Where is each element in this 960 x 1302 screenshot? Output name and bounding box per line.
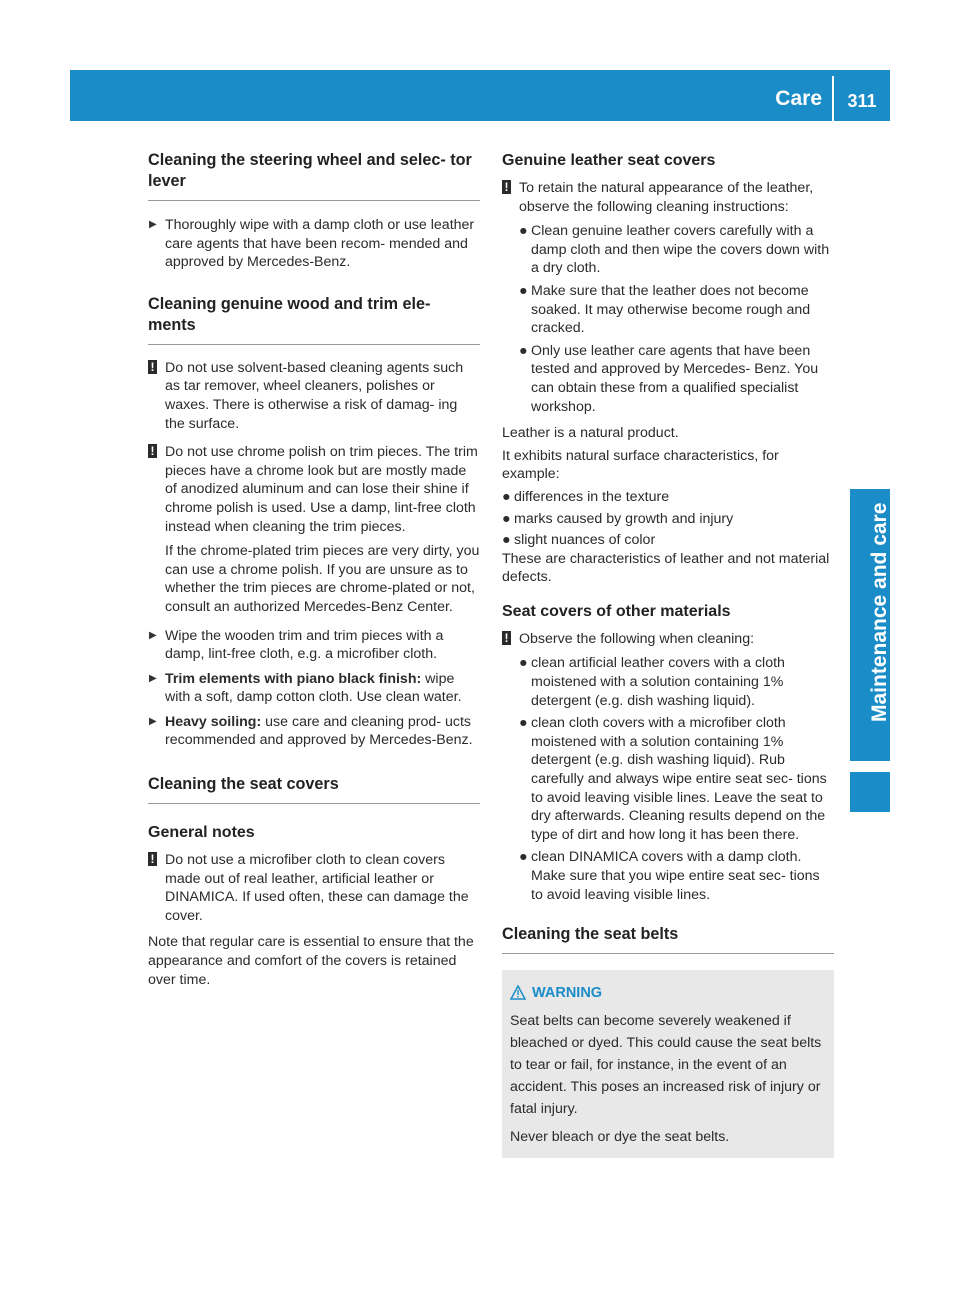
heading-other-materials: Seat covers of other materials (502, 602, 731, 620)
paragraph-natural-product: Leather is a natural product. (502, 425, 679, 442)
step-arrow-icon: ▶ (149, 715, 157, 727)
note-solvent (148, 359, 480, 433)
paragraph-regular-care: Note that regular care is essential to ensure that the appearance and comfort of the covers is retained over time. (148, 934, 474, 988)
chapter-tab (850, 489, 890, 761)
warning-title: WARNING (532, 985, 603, 1002)
note-microfiber (148, 851, 480, 925)
section-title: Care (775, 87, 822, 110)
heading-wood-trim: Cleaning genuine wood and trim ele- ments (148, 294, 480, 345)
warning-instruction: Never bleach or dye the seat belts. (510, 1129, 730, 1146)
list-item-text: Clean genuine leather covers carefully with a damp cloth and then wipe the covers down with a dry cloth. (531, 223, 830, 277)
step-text: wipe with a soft, damp cotton cloth. Use clean water. (165, 670, 462, 706)
bullet-icon: ● (519, 655, 528, 672)
chapter-tab-label: Maintenance and care (868, 502, 891, 722)
note-other-materials (502, 630, 834, 649)
list-item (519, 342, 834, 416)
right-column (502, 150, 834, 1158)
chapter-marker (850, 772, 890, 812)
paragraph-not-defects: These are characteristics of leather and not material defects. (502, 550, 830, 586)
caution-icon: ! (148, 444, 157, 458)
note-text: Do not use a microfiber cloth to clean covers made out of real leather, artificial leather or DINAMICA. If used often, these can damage the cover. (165, 852, 469, 924)
warning-box (502, 970, 834, 1158)
bullet-icon: ● (502, 532, 511, 549)
list-item (519, 714, 834, 844)
step-arrow-icon: ▶ (149, 629, 157, 641)
paragraph-characteristics: It exhibits natural surface characteristics, for example: (502, 447, 779, 483)
leather-instructions-list (519, 222, 834, 416)
list-item (502, 488, 834, 507)
step-wipe-wood (148, 627, 480, 664)
bullet-icon: ● (519, 342, 528, 359)
note-text: To retain the natural appearance of the leather, observe the following cleaning instructions: (519, 180, 814, 215)
list-item (519, 222, 834, 278)
note-chrome-extra: If the chrome-plated trim pieces are very dirty, you can use a chrome polish. If you are unsure as to whether the trim pieces are chrome-plated or not, consult an authorized Mercedes-Benz Center. (165, 543, 480, 615)
caution-icon: ! (502, 631, 511, 645)
list-item (502, 510, 834, 529)
note-leather (502, 179, 834, 216)
list-item-text: clean cloth covers with a microfiber cloth moistened with a solution containing 1% detergent (e.g. dish washing liquid). Rub carefully and always wipe entire seat sec- tions to avoid leaving visible lines. Leave the seat to dry afterwards. Cleaning results depend on the type of dirt and how long it has been there. (531, 715, 827, 843)
heading-leather-covers: Genuine leather seat covers (502, 152, 716, 169)
list-item-text: Only use leather care agents that have been tested and approved by Mercedes- Benz. You can obtain these from a qualified specialist workshop. (531, 342, 819, 415)
list-item-text: marks caused by growth and injury (514, 510, 734, 527)
left-column (148, 150, 480, 989)
note-text: Do not use chrome polish on trim pieces. The trim pieces have a chrome look but are mostly made of anodized aluminum and can lose their shine if chrome polish is used. Use a damp, lint-free cloth instead when cleaning the trim pieces. (165, 444, 478, 535)
list-item-text: slight nuances of color (514, 532, 656, 549)
other-materials-list (519, 654, 834, 904)
note-chrome-polish (148, 443, 480, 536)
step-piano-black (148, 670, 480, 707)
header-bar (70, 70, 890, 121)
heading-seat-covers: Cleaning the seat covers (148, 774, 480, 804)
warning-triangle-icon (510, 985, 526, 1000)
list-item-text: Make sure that the leather does not become soaked. It may otherwise become rough and cracked. (531, 282, 811, 337)
bullet-icon: ● (519, 282, 528, 299)
heading-steering-wheel: Cleaning the steering wheel and selec- tor lever (148, 150, 480, 201)
caution-icon: ! (148, 852, 157, 866)
list-item-text: clean artificial leather covers with a cloth moistened with a solution containing 1% detergent (e.g. dish washing liquid). (531, 655, 785, 709)
note-text: Observe the following when cleaning: (519, 630, 755, 647)
bullet-icon: ● (519, 223, 528, 240)
list-item (502, 531, 834, 550)
note-text: Do not use solvent-based cleaning agents such as tar remover, wheel cleaners, polishes or waxes. There is otherwise a risk of damag- ing the surface. (165, 359, 464, 432)
step-text: use care and cleaning prod- ucts recommended and approved by Mercedes-Benz. (165, 713, 473, 749)
bullet-icon: ● (502, 510, 511, 527)
step-arrow-icon: ▶ (149, 219, 157, 230)
list-item (519, 282, 834, 338)
step-text: Wipe the wooden trim and trim pieces with a damp, lint-free cloth, e.g. a microfiber cloth. (165, 627, 444, 663)
step-bold-label: Heavy soiling: (165, 713, 262, 730)
bullet-icon: ● (519, 849, 528, 866)
list-item-text: clean DINAMICA covers with a damp cloth. Make sure that you wipe entire seat sec- tions to avoid leaving visible lines. (531, 849, 820, 903)
step-arrow-icon: ▶ (149, 672, 157, 684)
warning-header (510, 982, 826, 1004)
bullet-icon: ● (502, 488, 511, 505)
step-text: Thoroughly wipe with a damp cloth or use leather care agents that have been recom- mended and approved by Mercedes-Benz. (165, 217, 475, 271)
leather-examples-list (502, 488, 834, 550)
list-item (519, 848, 834, 904)
list-item-text: differences in the texture (514, 488, 670, 505)
subheading-general-notes: General notes (148, 824, 255, 842)
page-number: 311 (847, 91, 877, 111)
step-bold-label: Trim elements with piano black finish: (165, 670, 422, 687)
caution-icon: ! (502, 180, 511, 194)
bullet-icon: ● (519, 715, 528, 732)
warning-text: Seat belts can become severely weakened if bleached or dyed. This could cause the seat belts to tear or fail, for instance, in the event of an accident. This poses an increased risk of injury or fatal injury. (510, 1013, 822, 1118)
heading-seat-belts: Cleaning the seat belts (502, 924, 834, 954)
list-item (519, 654, 834, 710)
step-steering-wheel (148, 216, 480, 272)
step-heavy-soiling (148, 713, 480, 750)
caution-icon: ! (148, 360, 157, 374)
